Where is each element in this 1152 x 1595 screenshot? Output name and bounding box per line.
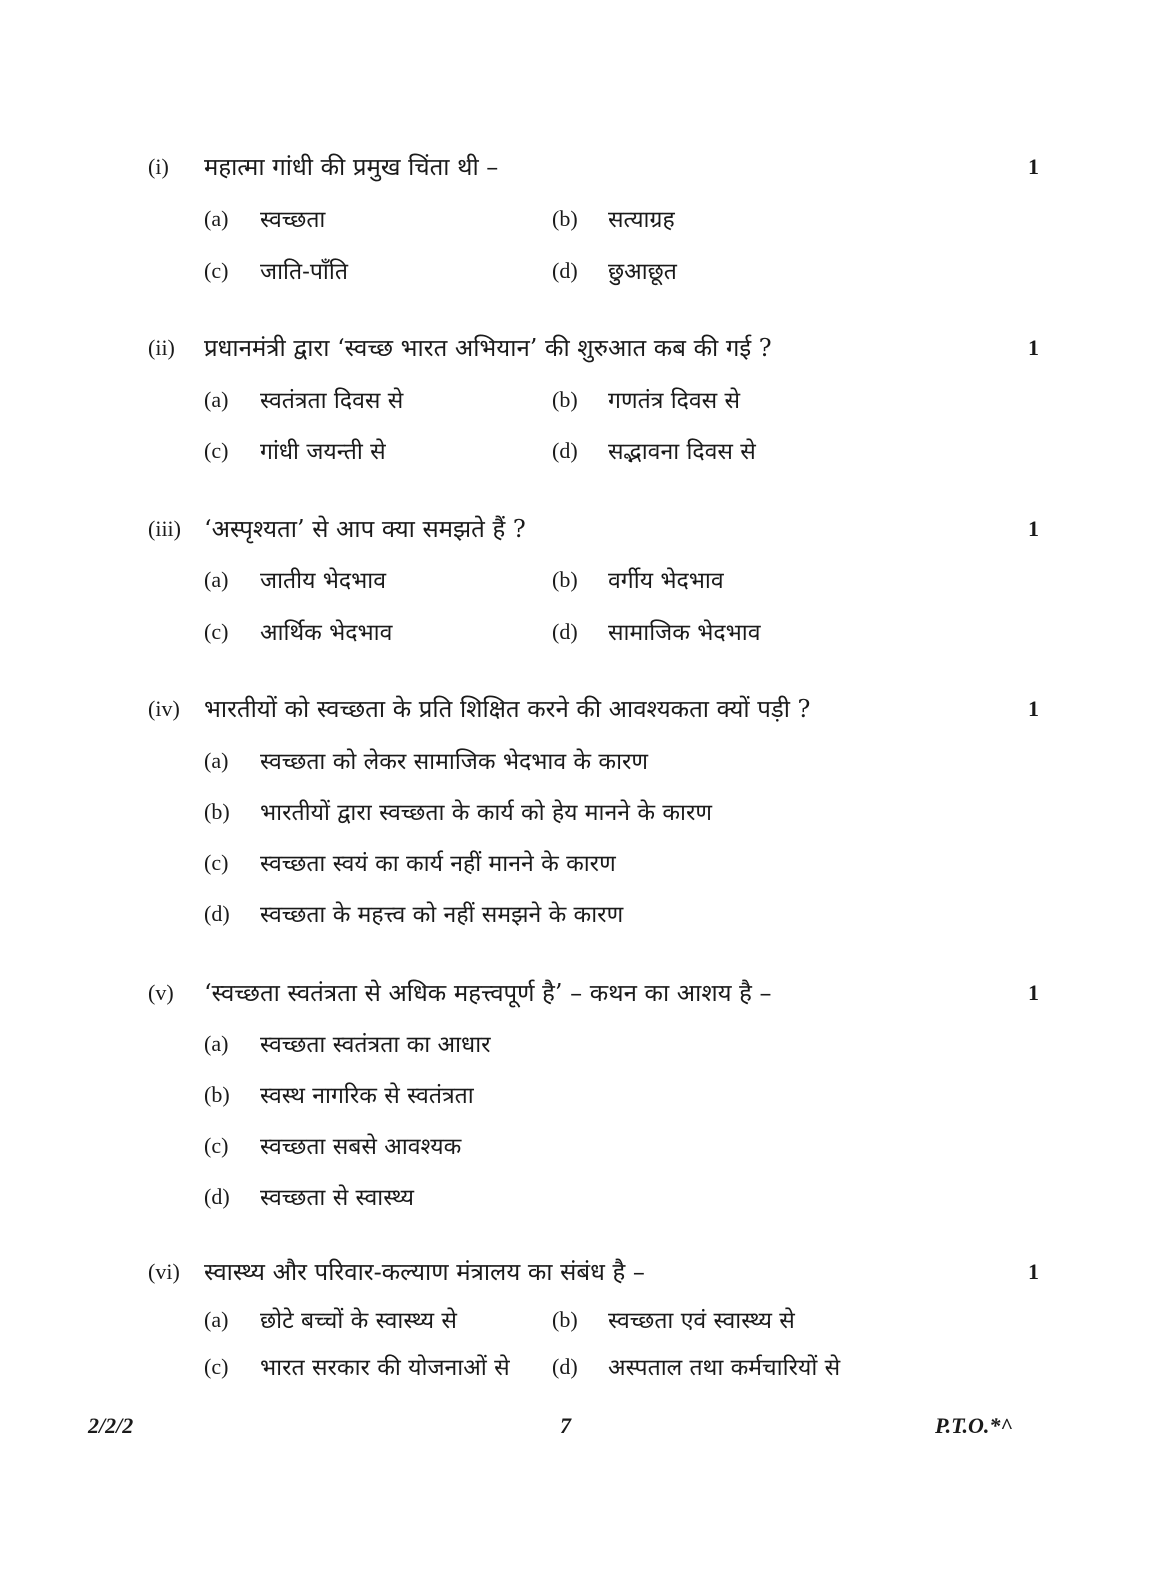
option-a-label: (a) [204,1307,229,1332]
option-c-text: स्वच्छता स्वयं का कार्य नहीं मानने के कारण [260,851,616,877]
question-marks: 1 [1028,335,1039,360]
question-marks: 1 [1028,1259,1039,1284]
option-d-text: अस्पताल तथा कर्मचारियों से [608,1355,841,1381]
question-number: (iv) [148,696,180,721]
option-c-label: (c) [204,619,229,644]
question-text: स्वास्थ्य और परिवार-कल्याण मंत्रालय का संबंध है – [204,1258,645,1286]
option-a-label: (a) [204,387,229,412]
question-marks: 1 [1028,980,1039,1005]
option-c-text: भारत सरकार की योजनाओं से [260,1355,510,1381]
option-c-label: (c) [204,258,229,283]
option-d-label: (d) [552,1354,578,1379]
question-number: (i) [148,154,169,179]
option-b-text: स्वच्छता एवं स्वास्थ्य से [608,1308,795,1334]
option-a-label: (a) [204,206,229,231]
option-a-text: जातीय भेदभाव [260,568,387,594]
option-d-label: (d) [552,619,578,644]
option-c-label: (c) [204,1354,229,1379]
option-b-label: (b) [552,387,578,412]
option-a-text: स्वतंत्रता दिवस से [260,388,404,414]
option-c-label: (c) [204,438,229,463]
question-text: महात्मा गांधी की प्रमुख चिंता थी – [204,153,499,181]
question-text: प्रधानमंत्री द्वारा ‘स्वच्छ भारत अभियान’ की शुरुआत कब की गई ? [204,334,772,362]
question-text: भारतीयों को स्वच्छता के प्रति शिक्षित करने की आवश्यकता क्यों पड़ी ? [204,695,811,723]
option-b-label: (b) [204,799,230,824]
option-b-text: स्वस्थ नागरिक से स्वतंत्रता [260,1083,474,1109]
question-number: (v) [148,980,174,1005]
option-c-text: जाति-पाँति [260,259,348,285]
option-d-text: सामाजिक भेदभाव [608,620,761,646]
pto-note: P.T.O.*^ [935,1413,1013,1438]
option-a-text: स्वच्छता को लेकर सामाजिक भेदभाव के कारण [260,749,649,775]
option-c-label: (c) [204,1133,229,1158]
question-text: ‘अस्पृश्यता’ से आप क्या समझते हैं ? [204,515,526,543]
option-a-text: स्वच्छता स्वतंत्रता का आधार [260,1032,491,1058]
option-a-text: स्वच्छता [260,207,326,233]
option-b-label: (b) [552,1307,578,1332]
option-d-text: छुआछूत [608,259,677,285]
option-d-label: (d) [552,438,578,463]
question-number: (iii) [148,516,181,541]
question-number: (ii) [148,335,175,360]
option-d-label: (d) [552,258,578,283]
option-a-label: (a) [204,748,229,773]
question-text: ‘स्वच्छता स्वतंत्रता से अधिक महत्त्वपूर्ण है’ – कथन का आशय है – [204,979,772,1007]
page-number: 7 [560,1413,571,1438]
option-d-text: सद्भावना दिवस से [608,439,756,465]
option-c-text: गांधी जयन्ती से [260,439,386,465]
option-b-text: सत्याग्रह [608,207,675,233]
question-marks: 1 [1028,696,1039,721]
option-b-text: वर्गीय भेदभाव [608,568,724,594]
option-b-label: (b) [552,567,578,592]
option-d-label: (d) [204,901,230,926]
option-a-label: (a) [204,567,229,592]
question-marks: 1 [1028,516,1039,541]
option-b-label: (b) [204,1082,230,1107]
option-d-text: स्वच्छता के महत्त्व को नहीं समझने के कारण [260,902,624,928]
question-number: (vi) [148,1259,180,1284]
option-d-label: (d) [204,1184,230,1209]
option-c-text: आर्थिक भेदभाव [260,620,393,646]
option-c-text: स्वच्छता सबसे आवश्यक [260,1134,462,1160]
option-b-text: गणतंत्र दिवस से [608,388,741,414]
paper-code: 2/2/2 [88,1413,134,1438]
option-a-label: (a) [204,1031,229,1056]
option-c-label: (c) [204,850,229,875]
option-d-text: स्वच्छता से स्वास्थ्य [260,1185,414,1211]
question-marks: 1 [1028,154,1039,179]
option-b-label: (b) [552,206,578,231]
option-a-text: छोटे बच्चों के स्वास्थ्य से [260,1308,457,1334]
option-b-text: भारतीयों द्वारा स्वच्छता के कार्य को हेय मानने के कारण [260,800,712,826]
